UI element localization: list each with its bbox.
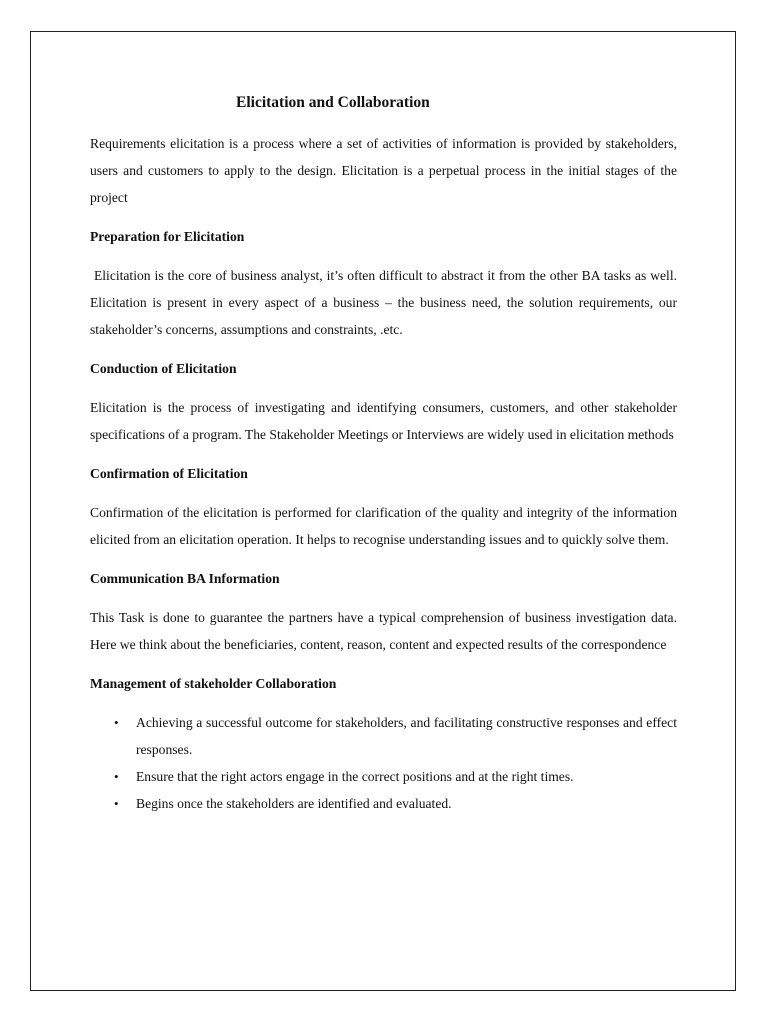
list-item <box>90 763 677 790</box>
section-heading-confirmation: Confirmation of Elicitation <box>90 466 248 481</box>
section-heading-management: Management of stakeholder Collaboration <box>90 676 337 691</box>
section-body-conduction: Elicitation is the process of investigating and identifying consumers, customers, and other stakeholder specifications of a program. The Stakeholder Meetings or Interviews are widely used in elicitation methods <box>90 400 677 442</box>
list-item <box>90 790 677 817</box>
document-title: Elicitation and Collaboration <box>236 94 430 111</box>
document-body <box>90 90 677 817</box>
bullet-text: Ensure that the right actors engage in the correct positions and at the right times. <box>136 769 574 784</box>
section-body-confirmation: Confirmation of the elicitation is performed for clarification of the quality and integrity of the information elicited from an elicitation operation. It helps to recognise understanding issues and to quickly solve them. <box>90 505 677 547</box>
section-heading-communication: Communication BA Information <box>90 571 280 586</box>
bullet-text: Achieving a successful outcome for stakeholders, and facilitating constructive responses and effect responses. <box>136 715 677 757</box>
bullet-icon: • <box>114 796 119 811</box>
section-body-communication: This Task is done to guarantee the partners have a typical comprehension of business investigation data. Here we think about the beneficiaries, content, reason, content and expected results of the correspondence <box>90 610 677 652</box>
list-item <box>90 709 677 763</box>
section-heading-conduction: Conduction of Elicitation <box>90 361 237 376</box>
management-bullet-list <box>90 709 677 817</box>
section-heading-preparation: Preparation for Elicitation <box>90 229 245 244</box>
intro-paragraph: Requirements elicitation is a process where a set of activities of information is provided by stakeholders, users and customers to apply to the design. Elicitation is a perpetual process in the initial stages of the project <box>90 136 677 205</box>
section-body-preparation: Elicitation is the core of business analyst, it’s often difficult to abstract it from the other BA tasks as well. Elicitation is present in every aspect of a business – the business need, the solution requirements, our stakeholder’s concerns, assumptions and constraints, .etc. <box>90 268 677 337</box>
bullet-icon: • <box>114 715 119 730</box>
bullet-icon: • <box>114 769 119 784</box>
bullet-text: Begins once the stakeholders are identified and evaluated. <box>136 796 452 811</box>
